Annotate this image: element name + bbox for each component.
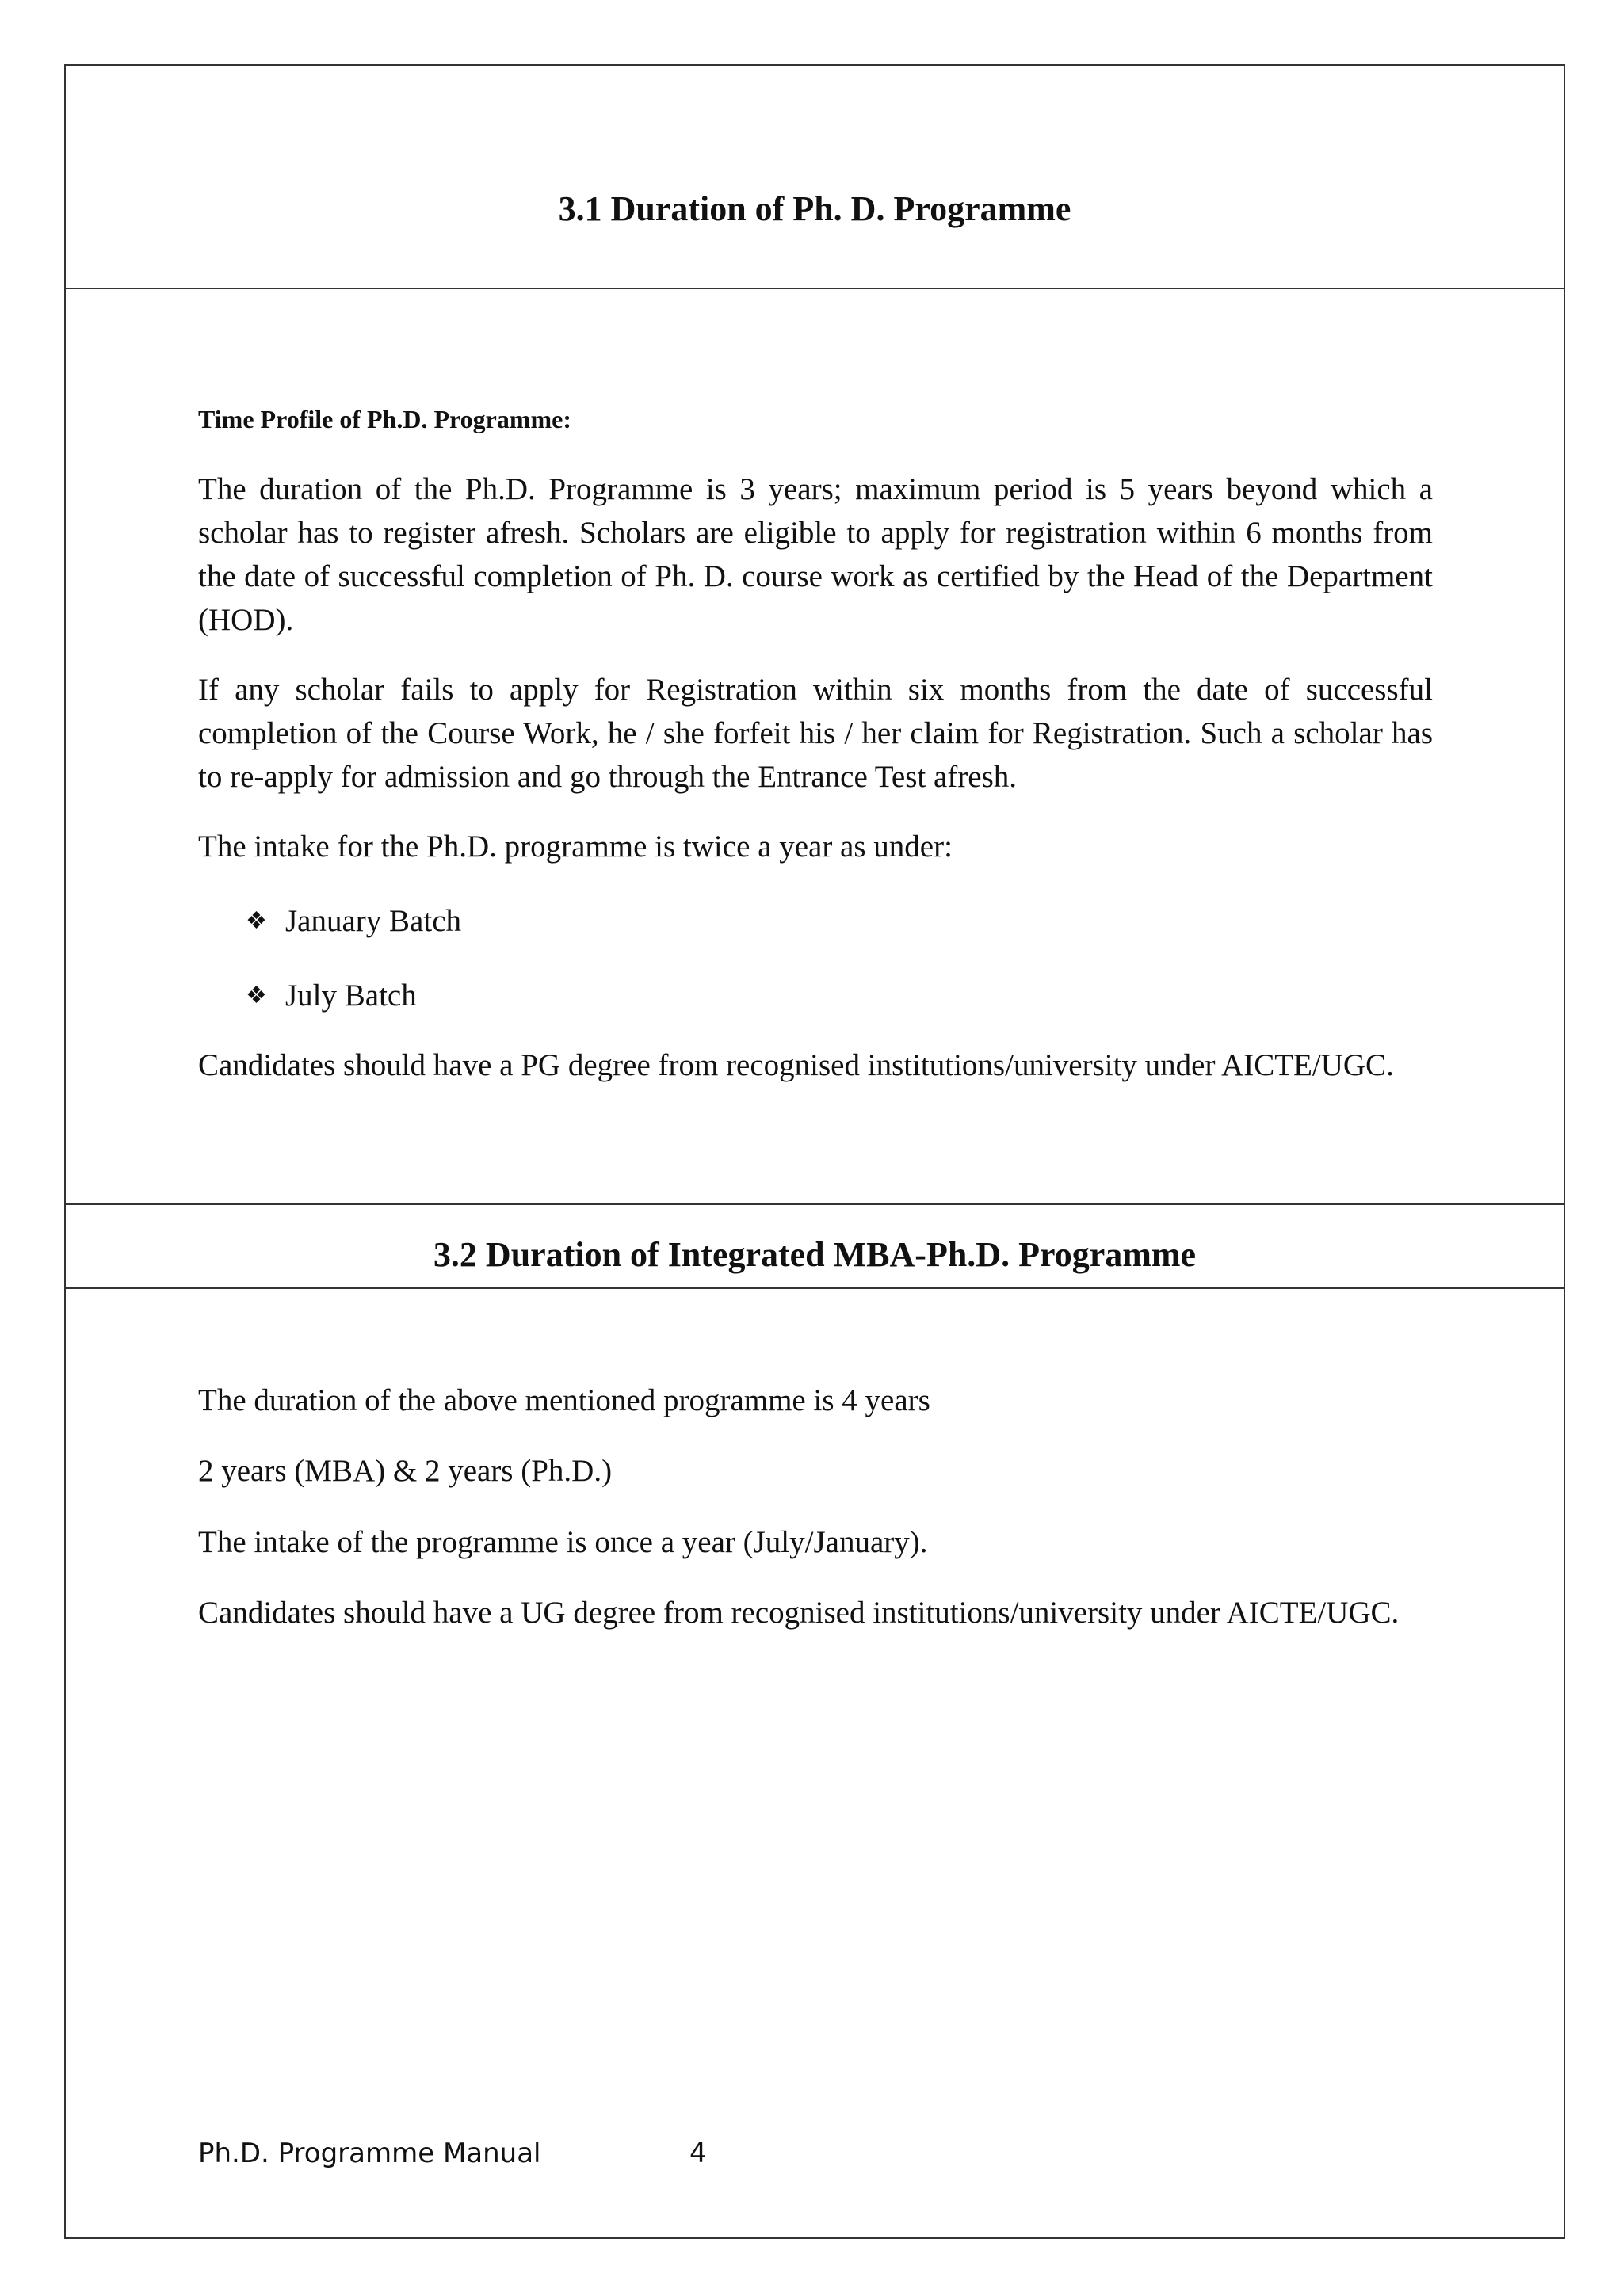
diamond-bullet-icon: ❖ (246, 982, 267, 1009)
list-item-january-batch (246, 899, 461, 943)
footer-page-number: 4 (689, 2138, 707, 2169)
page-border (64, 64, 1565, 2239)
time-profile-subheading: Time Profile of Ph.D. Programme: (198, 405, 571, 433)
list-item-july-batch (246, 974, 417, 1017)
diamond-bullet-icon: ❖ (246, 908, 267, 934)
ug-eligibility-paragraph: Candidates should have a UG degree from recognised institutions/university under AICTE/UGC. (198, 1596, 1400, 1630)
pg-eligibility-paragraph: Candidates should have a PG degree from recognised institutions/university under AICTE/UGC. (198, 1048, 1394, 1082)
section-divider (64, 288, 1565, 289)
footer-manual-name: Ph.D. Programme Manual (198, 2138, 541, 2169)
integrated-duration-paragraph: The duration of the above mentioned programme is 4 years (198, 1383, 930, 1417)
section-3-2-title: 3.2 Duration of Integrated MBA-Ph.D. Programme (433, 1235, 1197, 1274)
forfeit-paragraph: If any scholar fails to apply for Registration within six months from the date of successful completion of the Course Work, he / she forfeit his / her claim for Registration. Such a scholar has to re-apply for admission and go through the Entrance Test afresh. (198, 673, 1433, 794)
list-item-label: January Batch (285, 904, 462, 938)
intake-paragraph: The intake for the Ph.D. programme is twice a year as under: (198, 830, 953, 864)
integrated-intake-paragraph: The intake of the programme is once a year (July/January). (198, 1525, 928, 1559)
section-3-1-title: 3.1 Duration of Ph. D. Programme (558, 189, 1071, 228)
section-divider (64, 1287, 1565, 1289)
section-divider (64, 1203, 1565, 1205)
integrated-split-paragraph: 2 years (MBA) & 2 years (Ph.D.) (198, 1454, 613, 1488)
duration-paragraph: The duration of the Ph.D. Programme is 3 years; maximum period is 5 years beyond which a scholar has to register afresh. Scholars are eligible to apply for registration within 6 months from the date of successful completion of Ph. D. course work as certified by the Head of the Department (HOD). (198, 472, 1433, 637)
list-item-label: July Batch (285, 978, 417, 1013)
